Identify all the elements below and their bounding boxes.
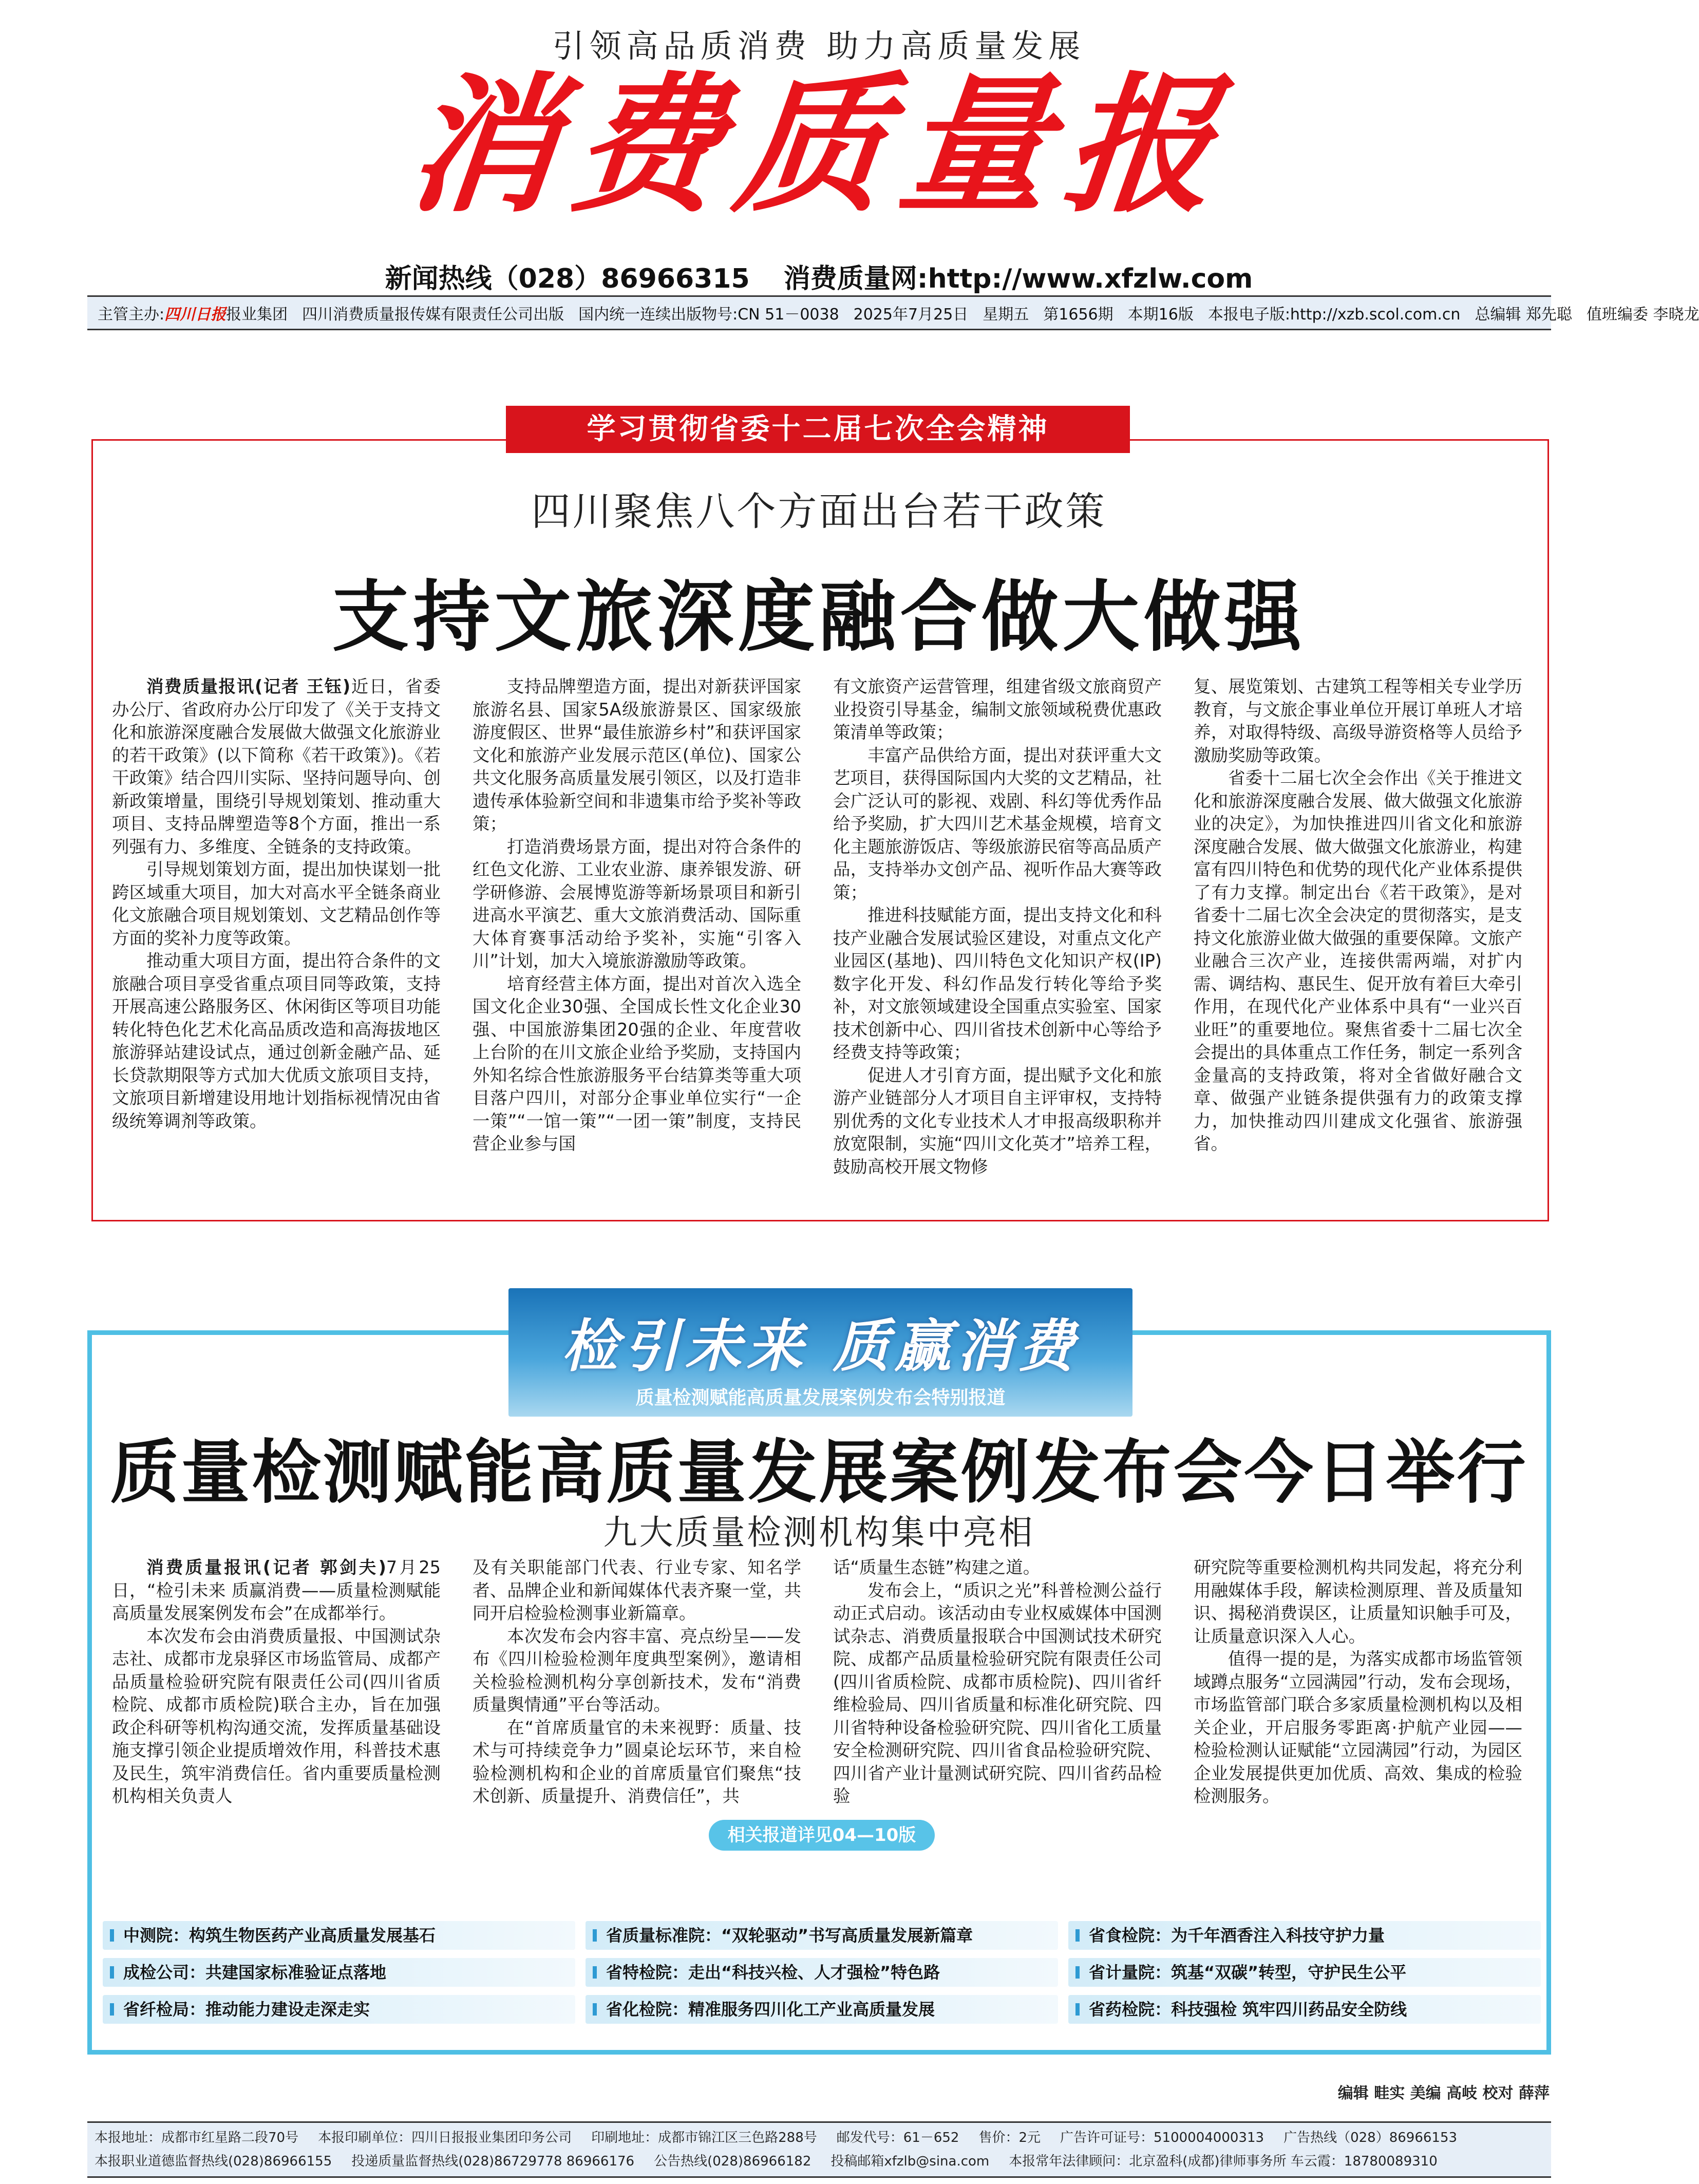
- paragraph-text: 在“首席质量官的未来视野：质量、技术与可持续竞争力”圆桌论坛环节，来自检验检测机构和企业的首席质量官们聚焦“技术创新、质量提升、消费信任”，共: [473, 1717, 801, 1806]
- weekday: 星期五: [983, 306, 1029, 324]
- duty-editor: 值班编委 李晓龙: [1586, 306, 1699, 324]
- footer-row-2: [95, 2150, 1544, 2173]
- article1-column-1: [112, 675, 441, 1178]
- footer-item: 广告热线（028）86966153: [1283, 2130, 1458, 2145]
- newspaper-title: 消费质量报: [399, 60, 1239, 233]
- paragraph: [833, 744, 1162, 905]
- paragraph: [1194, 767, 1522, 1156]
- byline: 消费质量报讯(记者 郭剑夫): [146, 1557, 386, 1577]
- paragraph: [473, 1717, 801, 1808]
- article1-column-2: [473, 675, 801, 1178]
- paragraph: [112, 675, 441, 858]
- paragraph-text: 近日，省委办公厅、省政府办公厅印发了《关于支持文化和旅游深度融合发展做大做强文化旅游业的若干政策》(以下简称《若干政策》)。《若干政策》结合四川实际、坚持问题导向、创新政策增量，围绕引导规划策划、推动重大项目、支持品牌塑造等8个方面，推出一系列强有力、多维度、全链条的支持政策。: [112, 676, 441, 857]
- paragraph: [473, 836, 801, 973]
- paragraph: [833, 1556, 1162, 1579]
- publisher: 四川消费质量报传媒有限责任公司出版: [302, 306, 564, 324]
- related-link[interactable]: 省质量标准院：“双轮驱动”书写高质量发展新篇章: [586, 1921, 1058, 1950]
- related-link[interactable]: 省化检院：精准服务四川化工产业高质量发展: [586, 1995, 1058, 2024]
- section-banner: 学习贯彻省委十二届七次全会精神: [506, 406, 1130, 453]
- sichuan-daily-logo: 四川日报: [164, 306, 226, 324]
- paragraph-text: 值得一提的是，为落实成都市场监管领域蹲点服务“立园满园”行动，发布会现场，市场监管部门联合多家质量检测机构以及相关企业，开启服务零距离·护航产业园——检验检测认证赋能“立园满园”行动，为园区企业发展提供更加优质、高效、集成的检验检测服务。: [1194, 1649, 1522, 1806]
- banner-slogan: 检引未来 质赢消费: [561, 1313, 1080, 1379]
- paragraph: [833, 675, 1162, 744]
- paragraph-text: 发布会上，“质识之光”科普检测公益行动正式启动。该活动由专业权威媒体中国测试杂志、消费质量报联合中国测试技术研究院、成都产品质量检验研究院有限责任公司(四川省质检院、成都市质检院)、四川省纤维检验局、四川省质量和标准化研究院、四川省特种设备检验研究院、四川省化工质量安全检测研究院、四川省食品检验研究院、四川省产业计量测试研究院、四川省药品检验: [833, 1580, 1162, 1806]
- paragraph: [473, 1556, 801, 1625]
- article2-headline[interactable]: 质量检测赋能高质量发展案例发布会今日举行: [110, 1433, 1528, 1513]
- footer-email[interactable]: 投稿邮箱xfzlb@sina.com: [830, 2154, 990, 2169]
- paragraph-text: 促进人才引育方面，提出赋予文化和旅游产业链部分人才项目自主评审权，支持特别优秀的文化专业技术人才申报高级职称并放宽限制，实施“四川文化英才”培养工程，鼓励高校开展文物修: [833, 1065, 1162, 1177]
- news-hotline: 新闻热线（028）86966315: [385, 263, 750, 294]
- related-report-links: [103, 1921, 1541, 2024]
- editor-credits: 编辑 畦实 美编 高岐 校对 薛萍: [1337, 2084, 1550, 2102]
- masthead-slogan: 引领高品质消费 助力高质量发展: [552, 27, 1086, 65]
- paragraph: [1194, 1556, 1522, 1648]
- paragraph: [112, 950, 441, 1133]
- paragraph-text: 推动重大项目方面，提出符合条件的文旅融合项目享受省重点项目同等政策，支持开展高速公路服务区、休闲街区等项目功能转化特色化艺术化高品质改造和高海拔地区旅游驿站建设试点，通过创新金融产品、延长贷款期限等方式加大优质文旅项目支持，文旅项目新增建设用地计划指标视情况由省级统筹调剂等政策。: [112, 951, 441, 1131]
- article2-column-1: [112, 1556, 441, 1808]
- paragraph: [473, 675, 801, 836]
- paragraph-text: 省委十二届七次全会作出《关于推进文化和旅游深度融合发展、做大做强文化旅游业的决定》，为加快推进四川省文化和旅游深度融合发展、做大做强文化旅游业，构建富有四川特色和优势的现代化产业体系提供了有力支撑。制定出台《若干政策》，是对省委十二届七次全会决定的贯彻落实，是支持文化旅游业做大做强的重要保障。文旅产业融合三次产业，连接供需两端，对扩内需、调结构、惠民生、促开放有着巨大牵引作用，在现代化产业体系中具有“一业兴百业旺”的重要地位。聚焦省委十二届七次全会提出的具体重点工作任务，制定一系列含金量高的支持政策，将对全省做好融合文章、做强产业链条提供强有力的政策支撑力，加快推动四川建成文化强省、旅游强省。: [1194, 768, 1522, 1154]
- related-link[interactable]: 中测院：构筑生物医药产业高质量发展基石: [103, 1921, 575, 1950]
- paragraph-text: 研究院等重要检测机构共同发起，将充分利用融媒体手段，解读检测原理、普及质量知识、揭秘消费误区，让质量知识触手可及，让质量意识深入人心。: [1194, 1557, 1522, 1646]
- paragraph-text: 本次发布会由消费质量报、中国测试杂志社、成都市龙泉驿区市场监管局、成都产品质量检验研究院有限责任公司(四川省质检院、成都市质检院)联合主办，旨在加强政企科研等机构沟通交流，发挥质量基础设施支撑引领企业提质增效作用，科普技术惠及民生，筑牢消费信任。省内重要质量检测机构相关负责人: [112, 1626, 441, 1806]
- contact-line: [0, 257, 1638, 295]
- issue-number: 第1656期: [1043, 306, 1113, 324]
- footer-item: 售价：2元: [978, 2130, 1041, 2145]
- footer-item: 印刷地址：成都市锦江区三色路288号: [591, 2130, 817, 2145]
- footer-row-1: [95, 2126, 1544, 2150]
- issn: 国内统一连续出版物号:CN 51－0038: [578, 306, 839, 324]
- related-reports-label[interactable]: 相关报道详见04—10版: [709, 1820, 935, 1851]
- paragraph: [1194, 1648, 1522, 1808]
- special-report-banner: [508, 1288, 1132, 1417]
- article2-subhead: 九大质量检测机构集中亮相: [603, 1513, 1035, 1552]
- paragraph-text: 引导规划策划方面，提出加快谋划一批跨区域重大项目，加大对高水平全链条商业化文旅融合项目规划策划、文艺精品创作等方面的奖补力度等政策。: [112, 859, 441, 948]
- paragraph-text: 培育经营主体方面，提出对首次入选全国文化企业30强、全国成长性文化企业30强、中国旅游集团20强的企业、年度营收上台阶的在川文旅企业给予奖励，支持国内外知名综合性旅游服务平台结算类等重大项目落户四川，对部分企事业单位实行“一企一策”“一馆一策”“一团一策”制度，支持民营企业参与国: [473, 973, 801, 1154]
- paragraph: [112, 858, 441, 950]
- footer-item: 公告热线(028)86966182: [654, 2154, 811, 2169]
- related-link[interactable]: 成检公司：共建国家标准验证点落地: [103, 1958, 575, 1987]
- article1-column-3: [833, 675, 1162, 1178]
- article2-column-3: [833, 1556, 1162, 1808]
- footer-info: [87, 2121, 1551, 2178]
- paragraph-text: 话“质量生态链”构建之道。: [833, 1557, 1041, 1577]
- sponsor-rest: 报业集团: [226, 306, 288, 324]
- chief-editor: 总编辑 郑先聪: [1475, 306, 1572, 324]
- epaper-link[interactable]: 本报电子版:http://xzb.scol.com.cn: [1207, 306, 1461, 324]
- paragraph-text: 打造消费场景方面，提出对符合条件的红色文化游、工业农业游、康养银发游、研学研修游、会展博览游等新场景项目和新引进高水平演艺、重大文旅消费活动、国际重大体育赛事活动给予奖补，实施“引客入川”计划，加大入境旅游激励等政策。: [473, 836, 801, 971]
- paragraph-text: 丰富产品供给方面，提出对获评重大文艺项目，获得国际国内大奖的文艺精品，社会广泛认可的影视、戏剧、科幻等优秀作品给予奖励，扩大四川艺术基金规模，培育文化主题旅游饭店、等级旅游民宿等高品质产品，支持举办文创产品、视听作品大赛等政策；: [833, 745, 1162, 902]
- paragraph-text: 有文旅资产运营管理，组建省级文旅商贸产业投资引导基金，编制文旅领域税费优惠政策清单等政策；: [833, 676, 1162, 742]
- paragraph: [833, 1064, 1162, 1179]
- related-link[interactable]: 省计量院：筑基“双碳”转型，守护民生公平: [1068, 1958, 1541, 1987]
- banner-caption: 质量检测赋能高质量发展案例发布会特别报道: [635, 1387, 1006, 1408]
- paragraph: [473, 1625, 801, 1717]
- paragraph-text: 本次发布会内容丰富、亮点纷呈——发布《四川检验检测年度典型案例》，邀请相关检验检测机构分享创新技术，发布“消费质量舆情通”平台等活动。: [473, 1626, 801, 1715]
- paragraph-text: 7月25日，“检引未来 质赢消费——质量检测赋能高质量发展案例发布会”在成都举行。: [112, 1557, 441, 1623]
- related-link[interactable]: 省药检院：科技强检 筑牢四川药品安全防线: [1068, 1995, 1541, 2024]
- footer-item: 本报职业道德监督热线(028)86966155: [95, 2154, 332, 2169]
- related-link[interactable]: 省纤检局：推动能力建设走深走实: [103, 1995, 575, 2024]
- related-link[interactable]: 省食检院：为千年酒香注入科技守护力量: [1068, 1921, 1541, 1950]
- paragraph-text: 支持品牌塑造方面，提出对新获评国家旅游名县、国家5A级旅游景区、国家级旅游度假区、世界“最佳旅游乡村”和获评国家文化和旅游产业发展示范区(单位)、国家公共文化服务高质量发展引领区，以及打造非遗传承体验新空间和非遗集市给予奖补等政策；: [473, 676, 801, 834]
- footer-item: 邮发代号：61－652: [836, 2130, 959, 2145]
- footer-item: 本报印刷单位：四川日报报业集团印务公司: [318, 2130, 572, 2145]
- paragraph-text: 推进科技赋能方面，提出支持文化和科技产业融合发展试验区建设，对重点文化产业园区(基地)、四川特色文化知识产权(IP)数字化开发、科幻作品发行转化等给予奖补，对文旅领域建设全国重点实验室、国家技术创新中心、四川省技术创新中心等给予经费支持等政策；: [833, 905, 1162, 1062]
- article2-body: [112, 1556, 1530, 1808]
- byline: 消费质量报讯(记者 王钰): [146, 676, 351, 696]
- paragraph: [833, 904, 1162, 1064]
- footer-item: 投递质量监督热线(028)86729778 86966176: [351, 2154, 635, 2169]
- publication-info-bar: [87, 295, 1699, 330]
- sponsor: [98, 302, 288, 324]
- footer-item: 广告许可证号：5100004000313: [1060, 2130, 1264, 2145]
- article1-headline[interactable]: 支持文旅深度融合做大做强: [332, 573, 1306, 662]
- issue-date: 2025年7月25日: [853, 306, 969, 324]
- article1-column-4: [1194, 675, 1522, 1178]
- website[interactable]: 消费质量网:http://www.xfzlw.com: [783, 263, 1253, 294]
- paragraph: [1194, 675, 1522, 767]
- page-count: 本期16版: [1127, 306, 1194, 324]
- paragraph: [112, 1625, 441, 1808]
- paragraph: [833, 1579, 1162, 1808]
- paragraph-text: 及有关职能部门代表、行业专家、知名学者、品牌企业和新闻媒体代表齐聚一堂，共同开启检验检测事业新篇章。: [473, 1557, 801, 1623]
- footer-item: 本报常年法律顾问：北京盈科(成都)律师事务所 车云霞：18780089310: [1009, 2154, 1438, 2169]
- article2-column-4: [1194, 1556, 1522, 1808]
- article2-column-2: [473, 1556, 801, 1808]
- article1-body: [112, 675, 1530, 1178]
- paragraph-text: 复、展览策划、古建筑工程等相关专业学历教育，与文旅企事业单位开展订单班人才培养，对取得特级、高级导游资格等人员给予激励奖励等政策。: [1194, 676, 1522, 765]
- paragraph: [473, 973, 801, 1156]
- footer-item: 本报地址：成都市红星路二段70号: [95, 2130, 299, 2145]
- sponsor-label: 主管主办:: [98, 306, 165, 324]
- article1-subhead: 四川聚焦八个方面出台若干政策: [531, 488, 1107, 534]
- related-link[interactable]: 省特检院：走出“科技兴检、人才强检”特色路: [586, 1958, 1058, 1987]
- paragraph: [112, 1556, 441, 1625]
